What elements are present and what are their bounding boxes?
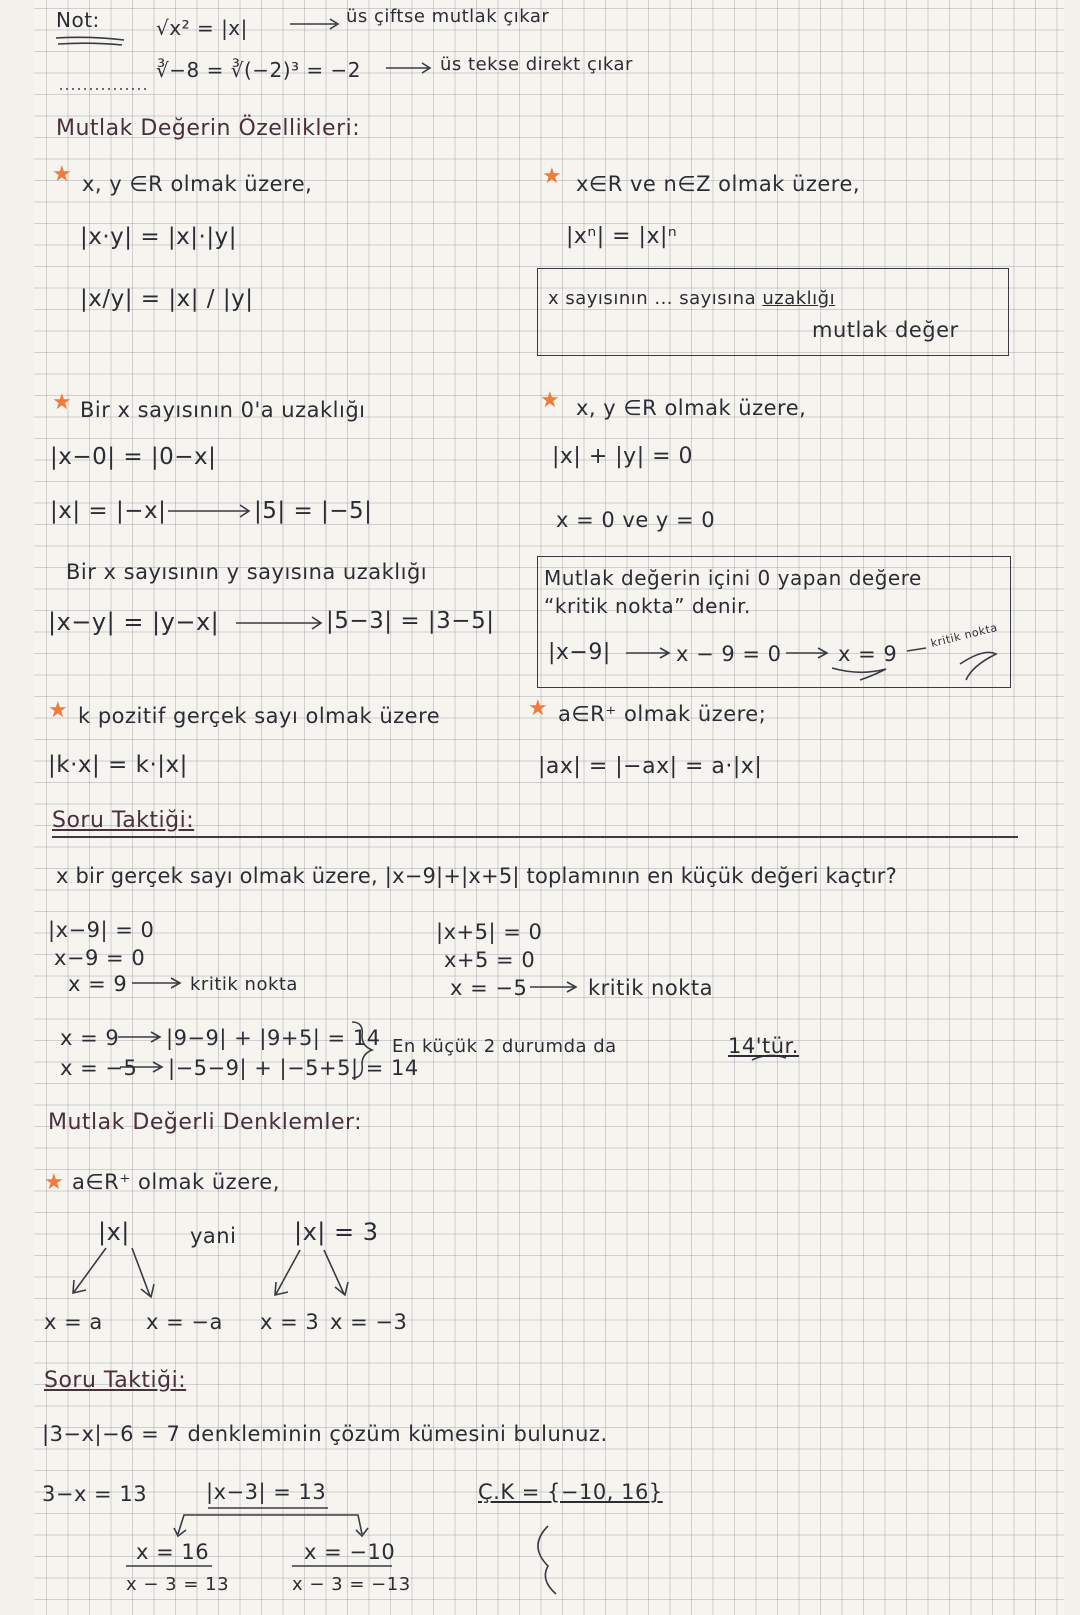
q2-answer-curl [538, 1526, 556, 1594]
q1-right-2: x+5 = 0 [444, 948, 536, 972]
star-icon: ★ [540, 388, 561, 413]
eq-branch-2: x = −a [146, 1310, 223, 1334]
box2-f2: x − 9 = 0 [676, 642, 782, 666]
q2-work-2: |x−3| = 13 [206, 1480, 327, 1504]
left-p2-f2-example: |5| = |−5| [254, 498, 373, 524]
box2-line1: Mutlak değerin içini 0 yapan değere [544, 566, 922, 590]
star-icon: ★ [542, 164, 563, 189]
q1-case2: x = −5 [60, 1056, 138, 1080]
eq-rule-title: a∈R⁺ olmak üzere, [72, 1170, 280, 1194]
arrow-q1-r3 [530, 982, 576, 992]
tree-a-right [132, 1248, 154, 1297]
q1-case1: x = 9 [60, 1026, 120, 1050]
right-p3-f1: |ax| = |−ax| = a·|x| [538, 754, 763, 779]
left-p1-title: x, y ∈R olmak üzere, [82, 172, 313, 196]
q1-right-1: |x+5| = 0 [436, 920, 543, 944]
q2-solution-1: x = 16 [136, 1540, 210, 1564]
note-line2: ∛−8 = ∛(−2)³ = −2 [156, 58, 362, 82]
question1-text: x bir gerçek sayı olmak üzere, |x−9|+|x+5| toplamının en küçük değeri kaçtır? [56, 864, 897, 888]
q2-arrows [174, 1515, 368, 1536]
right-p1-f1: |xⁿ| = |x|ⁿ [566, 224, 678, 249]
left-p1-f2: |x/y| = |x| / |y| [80, 286, 254, 312]
q1-left-1: |x−9| = 0 [48, 918, 155, 942]
box2-f1: |x−9| [548, 640, 611, 665]
q1-case1-value: |9−9| + |9+5| = 14 [166, 1026, 381, 1050]
star-icon: ★ [528, 696, 549, 721]
left-p4-f1: |k·x| = k·|x| [48, 752, 188, 778]
q2-solution-2: x = −10 [304, 1540, 396, 1564]
question2-label: Soru Taktiği: [44, 1368, 187, 1393]
left-p1-f1: |x·y| = |x|·|y| [80, 224, 237, 250]
question1-label: Soru Taktiği: [52, 808, 195, 833]
q1-case2-value: |−5−9| + |−5+5| = 14 [168, 1056, 419, 1080]
left-p4-title: k pozitif gerçek sayı olmak üzere [78, 704, 441, 728]
q1-conclusion: En küçük 2 durumda da [392, 1036, 617, 1057]
tree-b-right [324, 1250, 348, 1295]
tree-a-left [73, 1248, 106, 1293]
right-p2-f2: x = 0 ve y = 0 [556, 508, 716, 532]
q1-left-3-note: kritik nokta [190, 974, 298, 995]
left-p2-f1: |x−0| = |0−x| [50, 444, 217, 470]
q1-left-2: x−9 = 0 [54, 946, 146, 970]
arrow-q1-l3 [132, 978, 180, 988]
arrow-p2 [168, 505, 249, 517]
note-arrow-2 [386, 63, 430, 73]
right-p3-title: a∈R⁺ olmak üzere; [558, 702, 767, 726]
right-p2-title: x, y ∈R olmak üzere, [576, 396, 807, 420]
tree-b-left [275, 1250, 300, 1295]
eq-abs-x3: |x| = 3 [294, 1218, 379, 1246]
box1-line1: x sayısının ... sayısına uzaklığı [548, 288, 836, 309]
question2-text: |3−x|−6 = 7 denkleminin çözüm kümesini bulunuz. [42, 1422, 608, 1446]
question1-rule [52, 836, 1018, 838]
note-underline [56, 37, 124, 45]
box2-line2: “kritik nokta” denir. [544, 594, 751, 618]
equations-title: Mutlak Değerli Denklemler: [48, 1110, 363, 1135]
eq-branch-1: x = a [44, 1310, 103, 1334]
star-icon: ★ [52, 390, 73, 415]
right-p2-f1: |x| + |y| = 0 [552, 444, 694, 469]
star-icon: ★ [48, 698, 69, 723]
left-p3-f1: |x−y| = |y−x| [48, 608, 220, 636]
left-p3-f1-example: |5−3| = |3−5| [326, 608, 495, 634]
box1-line2: mutlak değer [812, 318, 959, 342]
note-line2-note: üs tekse direkt çıkar [440, 54, 633, 75]
note-label: Not: [56, 8, 100, 32]
q1-answer: 14'tür. [728, 1034, 799, 1058]
note-arrow-1 [290, 19, 338, 29]
properties-title: Mutlak Değerin Özellikleri: [56, 116, 361, 141]
left-p3-title: Bir x sayısının y sayısına uzaklığı [66, 560, 428, 584]
q2-solution-1-check: x − 3 = 13 [126, 1574, 230, 1595]
eq-yani: yani [190, 1224, 237, 1248]
eq-branch-4: x = −3 [330, 1310, 408, 1334]
box2-f3: x = 9 [838, 642, 898, 666]
note-line1-note: üs çiftse mutlak çıkar [346, 6, 550, 27]
q2-answer: Ç.K = {−10, 16} [478, 1480, 663, 1504]
q1-left-3: x = 9 [68, 972, 128, 996]
star-icon: ★ [52, 162, 73, 187]
eq-branch-3: x = 3 [260, 1310, 320, 1334]
distance-definition-box [537, 268, 1009, 356]
note-line1: √x² = |x| [156, 16, 248, 40]
q2-solution-2-check: x − 3 = −13 [292, 1574, 411, 1595]
arrow-q1-c1 [118, 1032, 160, 1042]
q2-work-1: 3−x = 13 [42, 1482, 148, 1506]
left-p2-title: Bir x sayısının 0'a uzaklığı [80, 398, 366, 422]
eq-abs-x: |x| [98, 1218, 130, 1246]
q1-right-3: x = −5 [450, 976, 528, 1000]
left-p2-f2: |x| = |−x| [50, 498, 167, 524]
box2-tag: kritik nokta [929, 620, 999, 651]
star-icon: ★ [44, 1170, 65, 1195]
arrow-p3 [236, 617, 321, 629]
right-p1-title: x∈R ve n∈Z olmak üzere, [576, 172, 861, 196]
box1-underlined-word: uzaklığı [762, 288, 836, 309]
q1-right-3-note: kritik nokta [588, 976, 713, 1000]
